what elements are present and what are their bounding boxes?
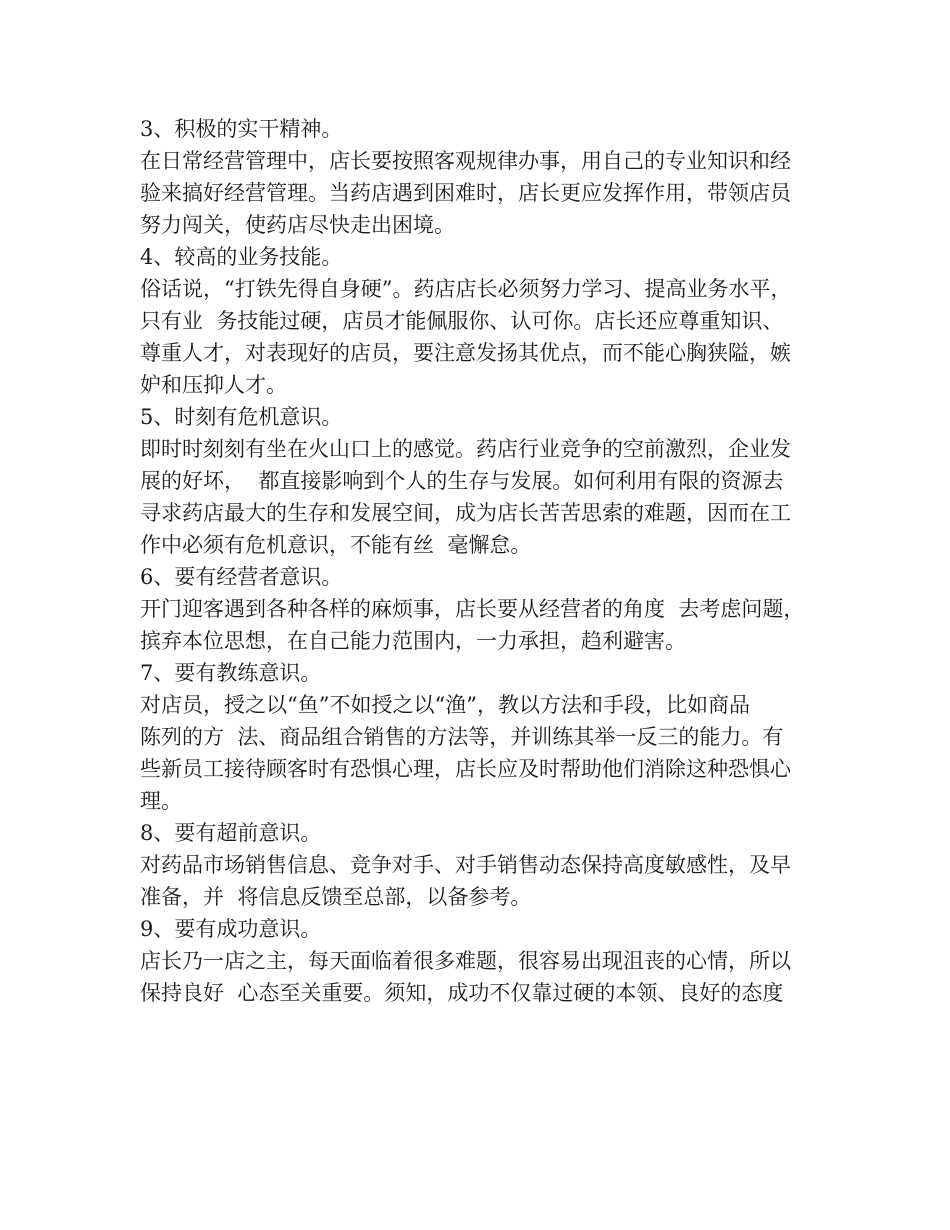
paragraph-line: 即时时刻刻有坐在火山口上的感觉。药店行业竞争的空前激烈，企业发	[140, 437, 791, 461]
paragraph-line: 摈弃本位思想，在自己能力范围内，一力承担，趋利避害。	[140, 629, 686, 653]
section-heading-7: 7、要有教练意识。	[140, 661, 322, 685]
section-heading-8: 8、要有超前意识。	[140, 821, 322, 845]
paragraph-line: 尊重人才，对表现好的店员，要注意发扬其优点，而不能心胸狭隘，嫉	[140, 341, 791, 365]
section-heading-3: 3、积极的实干精神。	[140, 117, 343, 141]
paragraph-line: 些新员工接待顾客时有恐惧心理，店长应及时帮助他们消除这种恐惧心	[140, 757, 791, 781]
paragraph-line: 开门迎客遇到各种各样的麻烦事，店长要从经营者的角度 去考虑问题，	[140, 597, 805, 621]
paragraph-line: 寻求药店最大的生存和发展空间，成为店长苦苦思索的难题，因而在工	[140, 501, 791, 525]
paragraph-line: 对药品市场销售信息、竞争对手、对手销售动态保持高度敏感性，及早	[140, 853, 791, 877]
document-body	[140, 113, 830, 1009]
paragraph-line: 陈列的方 法、商品组合销售的方法等，并训练其举一反三的能力。有	[140, 725, 784, 749]
paragraph-line: 在日常经营管理中，店长要按照客观规律办事，用自己的专业知识和经	[140, 149, 791, 173]
paragraph-line: 店长乃一店之主，每天面临着很多难题，很容易出现沮丧的心情，所以	[140, 949, 791, 973]
paragraph-line: 努力闯关，使药店尽快走出困境。	[140, 213, 455, 237]
paragraph-line: 验来搞好经营管理。当药店遇到困难时，店长更应发挥作用，带领店员	[140, 181, 791, 205]
paragraph-line: 理。	[140, 789, 182, 813]
paragraph-line: 俗话说，“打铁先得自身硬”。药店店长必须努力学习、提高业务水平，	[140, 277, 792, 301]
paragraph-line: 展的好坏， 都直接影响到个人的生存与发展。如何利用有限的资源去	[140, 469, 784, 493]
paragraph-line: 保持良好 心态至关重要。须知，成功不仅靠过硬的本领、良好的态度	[140, 981, 784, 1005]
section-heading-6: 6、要有经营者意识。	[140, 565, 343, 589]
paragraph-line: 只有业 务技能过硬，店员才能佩服你、认可你。店长还应尊重知识、	[140, 309, 784, 333]
section-heading-4: 4、较高的业务技能。	[140, 245, 343, 269]
paragraph-line: 对店员，授之以“鱼”不如授之以“渔”，教以方法和手段，比如商品	[140, 693, 750, 717]
section-heading-5: 5、时刻有危机意识。	[140, 405, 343, 429]
section-heading-9: 9、要有成功意识。	[140, 917, 322, 941]
paragraph-line: 作中必须有危机意识，不能有丝 毫懈怠。	[140, 533, 532, 557]
paragraph-line: 准备，并 将信息反馈至总部，以备参考。	[140, 885, 532, 909]
paragraph-line: 妒和压抑人才。	[140, 373, 287, 397]
